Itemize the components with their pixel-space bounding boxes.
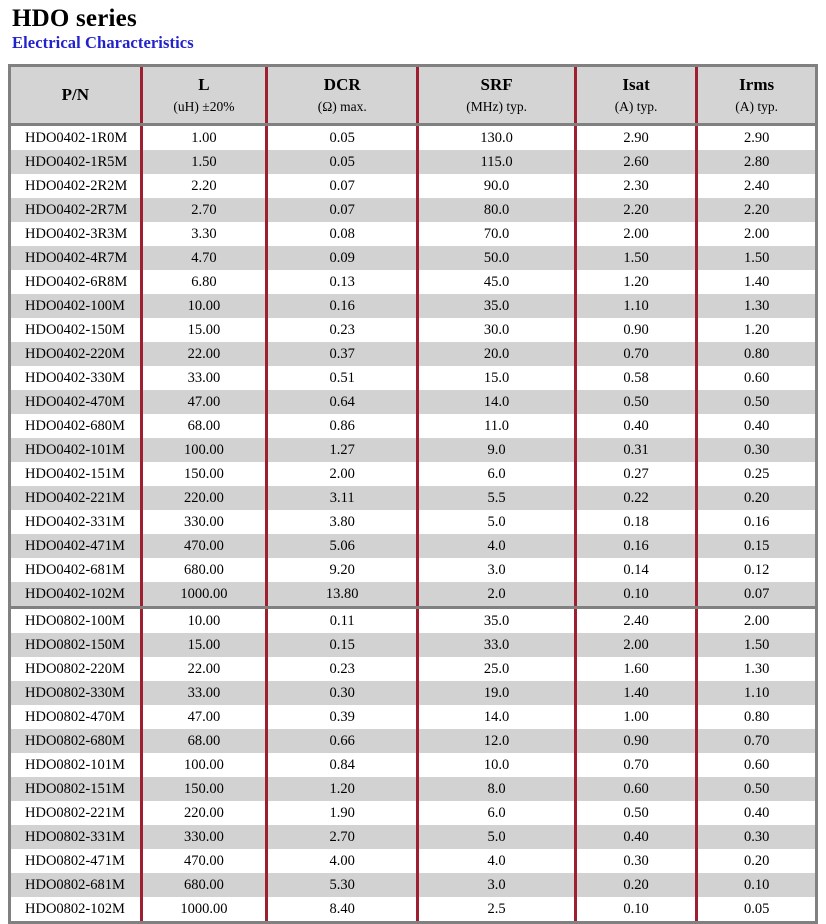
cell-part-number: HDO0802-221M <box>11 801 141 825</box>
cell-isat: 2.30 <box>575 174 696 198</box>
cell-irms: 0.80 <box>697 342 815 366</box>
table-row <box>11 657 815 681</box>
cell-dcr: 0.23 <box>267 657 418 681</box>
cell-l: 330.00 <box>141 510 266 534</box>
cell-part-number: HDO0402-221M <box>11 486 141 510</box>
cell-irms: 0.60 <box>697 366 815 390</box>
table-row <box>11 825 815 849</box>
cell-isat: 0.58 <box>575 366 696 390</box>
cell-srf: 3.0 <box>418 558 576 582</box>
cell-l: 15.00 <box>141 633 266 657</box>
cell-srf: 11.0 <box>418 414 576 438</box>
cell-part-number: HDO0802-680M <box>11 729 141 753</box>
cell-part-number: HDO0802-331M <box>11 825 141 849</box>
cell-srf: 5.0 <box>418 825 576 849</box>
cell-part-number: HDO0402-101M <box>11 438 141 462</box>
table-row <box>11 198 815 222</box>
table-row <box>11 681 815 705</box>
cell-l: 1.50 <box>141 150 266 174</box>
cell-dcr: 0.39 <box>267 705 418 729</box>
cell-l: 3.30 <box>141 222 266 246</box>
cell-irms: 0.40 <box>697 801 815 825</box>
table-row <box>11 534 815 558</box>
cell-dcr: 13.80 <box>267 582 418 608</box>
cell-irms: 1.10 <box>697 681 815 705</box>
cell-irms: 2.40 <box>697 174 815 198</box>
cell-isat: 1.20 <box>575 270 696 294</box>
cell-part-number: HDO0402-100M <box>11 294 141 318</box>
cell-part-number: HDO0802-151M <box>11 777 141 801</box>
table-row <box>11 294 815 318</box>
cell-irms: 2.80 <box>697 150 815 174</box>
cell-part-number: HDO0402-220M <box>11 342 141 366</box>
table-row <box>11 753 815 777</box>
cell-dcr: 0.16 <box>267 294 418 318</box>
cell-dcr: 9.20 <box>267 558 418 582</box>
cell-l: 10.00 <box>141 608 266 634</box>
cell-isat: 1.50 <box>575 246 696 270</box>
cell-irms: 0.40 <box>697 414 815 438</box>
cell-part-number: HDO0402-330M <box>11 366 141 390</box>
cell-srf: 45.0 <box>418 270 576 294</box>
cell-part-number: HDO0802-470M <box>11 705 141 729</box>
cell-isat: 0.22 <box>575 486 696 510</box>
cell-isat: 0.60 <box>575 777 696 801</box>
cell-srf: 4.0 <box>418 534 576 558</box>
cell-part-number: HDO0802-100M <box>11 608 141 634</box>
cell-dcr: 0.05 <box>267 150 418 174</box>
cell-part-number: HDO0802-150M <box>11 633 141 657</box>
cell-isat: 0.50 <box>575 801 696 825</box>
table-header <box>11 67 815 124</box>
column-header-irms <box>697 67 815 124</box>
cell-srf: 25.0 <box>418 657 576 681</box>
cell-dcr: 4.00 <box>267 849 418 873</box>
table-row <box>11 270 815 294</box>
cell-srf: 10.0 <box>418 753 576 777</box>
cell-l: 470.00 <box>141 534 266 558</box>
column-header-unit: (A) typ. <box>735 98 778 114</box>
table-row <box>11 414 815 438</box>
table-row <box>11 390 815 414</box>
cell-isat: 0.27 <box>575 462 696 486</box>
cell-part-number: HDO0802-102M <box>11 897 141 921</box>
page-subtitle: Electrical Characteristics <box>12 33 194 53</box>
cell-srf: 50.0 <box>418 246 576 270</box>
cell-dcr: 0.07 <box>267 174 418 198</box>
cell-l: 150.00 <box>141 777 266 801</box>
cell-isat: 2.90 <box>575 125 696 151</box>
specifications-table <box>11 67 815 921</box>
cell-isat: 0.70 <box>575 342 696 366</box>
cell-l: 33.00 <box>141 366 266 390</box>
column-header-p-n <box>11 67 141 124</box>
column-header-title: P/N <box>61 85 90 105</box>
cell-dcr: 1.27 <box>267 438 418 462</box>
cell-part-number: HDO0402-471M <box>11 534 141 558</box>
table-header-row <box>11 67 815 124</box>
table-row <box>11 705 815 729</box>
column-header-dcr <box>267 67 418 124</box>
cell-dcr: 0.64 <box>267 390 418 414</box>
cell-isat: 2.00 <box>575 633 696 657</box>
cell-part-number: HDO0402-1R5M <box>11 150 141 174</box>
cell-srf: 5.0 <box>418 510 576 534</box>
cell-l: 15.00 <box>141 318 266 342</box>
cell-irms: 0.50 <box>697 777 815 801</box>
cell-dcr: 0.84 <box>267 753 418 777</box>
cell-part-number: HDO0402-151M <box>11 462 141 486</box>
cell-part-number: HDO0802-681M <box>11 873 141 897</box>
cell-irms: 1.40 <box>697 270 815 294</box>
cell-dcr: 0.51 <box>267 366 418 390</box>
cell-part-number: HDO0402-2R7M <box>11 198 141 222</box>
cell-isat: 0.31 <box>575 438 696 462</box>
table-row <box>11 849 815 873</box>
cell-l: 47.00 <box>141 705 266 729</box>
table-body <box>11 125 815 922</box>
cell-irms: 1.50 <box>697 633 815 657</box>
cell-part-number: HDO0402-3R3M <box>11 222 141 246</box>
cell-srf: 70.0 <box>418 222 576 246</box>
column-header-title: DCR <box>323 75 361 95</box>
cell-dcr: 3.80 <box>267 510 418 534</box>
cell-dcr: 0.15 <box>267 633 418 657</box>
cell-part-number: HDO0402-102M <box>11 582 141 608</box>
cell-isat: 1.40 <box>575 681 696 705</box>
cell-part-number: HDO0402-4R7M <box>11 246 141 270</box>
cell-part-number: HDO0402-6R8M <box>11 270 141 294</box>
cell-dcr: 0.30 <box>267 681 418 705</box>
table-row <box>11 125 815 151</box>
cell-dcr: 0.86 <box>267 414 418 438</box>
table-row <box>11 510 815 534</box>
cell-srf: 5.5 <box>418 486 576 510</box>
cell-srf: 19.0 <box>418 681 576 705</box>
table-row <box>11 246 815 270</box>
column-header-l <box>141 67 266 124</box>
cell-part-number: HDO0402-681M <box>11 558 141 582</box>
cell-l: 100.00 <box>141 753 266 777</box>
table-row <box>11 873 815 897</box>
cell-isat: 2.60 <box>575 150 696 174</box>
cell-dcr: 1.90 <box>267 801 418 825</box>
cell-srf: 9.0 <box>418 438 576 462</box>
cell-l: 6.80 <box>141 270 266 294</box>
cell-irms: 0.12 <box>697 558 815 582</box>
column-header-title: Isat <box>622 75 650 95</box>
cell-l: 4.70 <box>141 246 266 270</box>
table-row <box>11 558 815 582</box>
cell-irms: 0.50 <box>697 390 815 414</box>
cell-dcr: 8.40 <box>267 897 418 921</box>
table-row <box>11 777 815 801</box>
cell-l: 2.70 <box>141 198 266 222</box>
column-header-title: Irms <box>739 75 775 95</box>
table-row <box>11 366 815 390</box>
cell-srf: 2.0 <box>418 582 576 608</box>
cell-part-number: HDO0802-471M <box>11 849 141 873</box>
cell-srf: 90.0 <box>418 174 576 198</box>
column-header-unit: (uH) ±20% <box>173 98 235 114</box>
cell-isat: 0.90 <box>575 318 696 342</box>
cell-irms: 0.30 <box>697 438 815 462</box>
cell-l: 150.00 <box>141 462 266 486</box>
cell-srf: 30.0 <box>418 318 576 342</box>
cell-irms: 0.30 <box>697 825 815 849</box>
cell-isat: 2.20 <box>575 198 696 222</box>
cell-dcr: 1.20 <box>267 777 418 801</box>
table-row <box>11 342 815 366</box>
cell-srf: 12.0 <box>418 729 576 753</box>
cell-irms: 2.00 <box>697 222 815 246</box>
cell-l: 22.00 <box>141 657 266 681</box>
cell-part-number: HDO0402-331M <box>11 510 141 534</box>
cell-irms: 0.20 <box>697 849 815 873</box>
cell-srf: 6.0 <box>418 462 576 486</box>
cell-l: 68.00 <box>141 729 266 753</box>
cell-dcr: 0.23 <box>267 318 418 342</box>
page-title: HDO series <box>12 5 137 32</box>
cell-dcr: 0.66 <box>267 729 418 753</box>
cell-part-number: HDO0402-150M <box>11 318 141 342</box>
table-row <box>11 486 815 510</box>
cell-dcr: 2.00 <box>267 462 418 486</box>
cell-irms: 0.20 <box>697 486 815 510</box>
cell-dcr: 2.70 <box>267 825 418 849</box>
cell-srf: 6.0 <box>418 801 576 825</box>
cell-isat: 0.90 <box>575 729 696 753</box>
cell-dcr: 5.30 <box>267 873 418 897</box>
cell-l: 220.00 <box>141 486 266 510</box>
cell-l: 2.20 <box>141 174 266 198</box>
cell-irms: 2.90 <box>697 125 815 151</box>
cell-isat: 0.30 <box>575 849 696 873</box>
cell-isat: 0.70 <box>575 753 696 777</box>
cell-irms: 0.07 <box>697 582 815 608</box>
cell-l: 100.00 <box>141 438 266 462</box>
cell-l: 68.00 <box>141 414 266 438</box>
cell-srf: 4.0 <box>418 849 576 873</box>
cell-srf: 3.0 <box>418 873 576 897</box>
column-header-title: L <box>198 75 210 95</box>
cell-srf: 130.0 <box>418 125 576 151</box>
table-row <box>11 318 815 342</box>
table-row <box>11 582 815 608</box>
cell-l: 470.00 <box>141 849 266 873</box>
cell-srf: 80.0 <box>418 198 576 222</box>
cell-l: 33.00 <box>141 681 266 705</box>
table-row <box>11 222 815 246</box>
cell-isat: 0.20 <box>575 873 696 897</box>
cell-part-number: HDO0802-101M <box>11 753 141 777</box>
cell-srf: 20.0 <box>418 342 576 366</box>
cell-part-number: HDO0402-1R0M <box>11 125 141 151</box>
cell-irms: 1.30 <box>697 657 815 681</box>
cell-irms: 0.15 <box>697 534 815 558</box>
cell-l: 1000.00 <box>141 582 266 608</box>
cell-srf: 33.0 <box>418 633 576 657</box>
column-header-unit: (Ω) max. <box>317 98 367 114</box>
cell-irms: 0.05 <box>697 897 815 921</box>
table-row <box>11 729 815 753</box>
column-header-unit: (A) typ. <box>614 98 658 114</box>
cell-dcr: 0.37 <box>267 342 418 366</box>
cell-dcr: 5.06 <box>267 534 418 558</box>
cell-dcr: 0.05 <box>267 125 418 151</box>
cell-l: 22.00 <box>141 342 266 366</box>
cell-isat: 0.18 <box>575 510 696 534</box>
cell-isat: 0.10 <box>575 582 696 608</box>
cell-l: 1.00 <box>141 125 266 151</box>
cell-srf: 14.0 <box>418 705 576 729</box>
cell-part-number: HDO0802-220M <box>11 657 141 681</box>
cell-l: 680.00 <box>141 558 266 582</box>
cell-dcr: 0.07 <box>267 198 418 222</box>
cell-dcr: 3.11 <box>267 486 418 510</box>
cell-isat: 2.00 <box>575 222 696 246</box>
table-row <box>11 897 815 921</box>
cell-irms: 1.30 <box>697 294 815 318</box>
cell-part-number: HDO0402-680M <box>11 414 141 438</box>
cell-part-number: HDO0402-2R2M <box>11 174 141 198</box>
cell-dcr: 0.13 <box>267 270 418 294</box>
cell-isat: 0.14 <box>575 558 696 582</box>
cell-isat: 2.40 <box>575 608 696 634</box>
cell-irms: 2.00 <box>697 608 815 634</box>
cell-isat: 0.40 <box>575 825 696 849</box>
table-row <box>11 438 815 462</box>
table-row <box>11 801 815 825</box>
cell-part-number: HDO0402-470M <box>11 390 141 414</box>
cell-irms: 1.20 <box>697 318 815 342</box>
column-header-unit: (MHz) typ. <box>466 98 527 114</box>
cell-srf: 14.0 <box>418 390 576 414</box>
cell-irms: 0.80 <box>697 705 815 729</box>
cell-dcr: 0.09 <box>267 246 418 270</box>
table-row <box>11 608 815 634</box>
column-header-isat <box>575 67 696 124</box>
cell-l: 47.00 <box>141 390 266 414</box>
table-row <box>11 174 815 198</box>
cell-isat: 1.00 <box>575 705 696 729</box>
cell-srf: 15.0 <box>418 366 576 390</box>
cell-isat: 0.50 <box>575 390 696 414</box>
cell-srf: 115.0 <box>418 150 576 174</box>
cell-srf: 35.0 <box>418 294 576 318</box>
table-row <box>11 633 815 657</box>
cell-irms: 0.60 <box>697 753 815 777</box>
cell-l: 680.00 <box>141 873 266 897</box>
cell-dcr: 0.11 <box>267 608 418 634</box>
column-header-title: SRF <box>480 75 513 95</box>
cell-srf: 35.0 <box>418 608 576 634</box>
cell-irms: 0.10 <box>697 873 815 897</box>
cell-l: 330.00 <box>141 825 266 849</box>
cell-isat: 0.10 <box>575 897 696 921</box>
table-row <box>11 462 815 486</box>
cell-isat: 1.60 <box>575 657 696 681</box>
cell-irms: 0.25 <box>697 462 815 486</box>
cell-isat: 1.10 <box>575 294 696 318</box>
specifications-table-container <box>8 64 818 924</box>
cell-irms: 2.20 <box>697 198 815 222</box>
cell-l: 220.00 <box>141 801 266 825</box>
cell-irms: 0.16 <box>697 510 815 534</box>
cell-isat: 0.40 <box>575 414 696 438</box>
table-row <box>11 150 815 174</box>
cell-irms: 0.70 <box>697 729 815 753</box>
cell-part-number: HDO0802-330M <box>11 681 141 705</box>
column-header-srf <box>418 67 576 124</box>
cell-irms: 1.50 <box>697 246 815 270</box>
cell-l: 1000.00 <box>141 897 266 921</box>
cell-srf: 8.0 <box>418 777 576 801</box>
cell-srf: 2.5 <box>418 897 576 921</box>
cell-isat: 0.16 <box>575 534 696 558</box>
cell-dcr: 0.08 <box>267 222 418 246</box>
cell-l: 10.00 <box>141 294 266 318</box>
